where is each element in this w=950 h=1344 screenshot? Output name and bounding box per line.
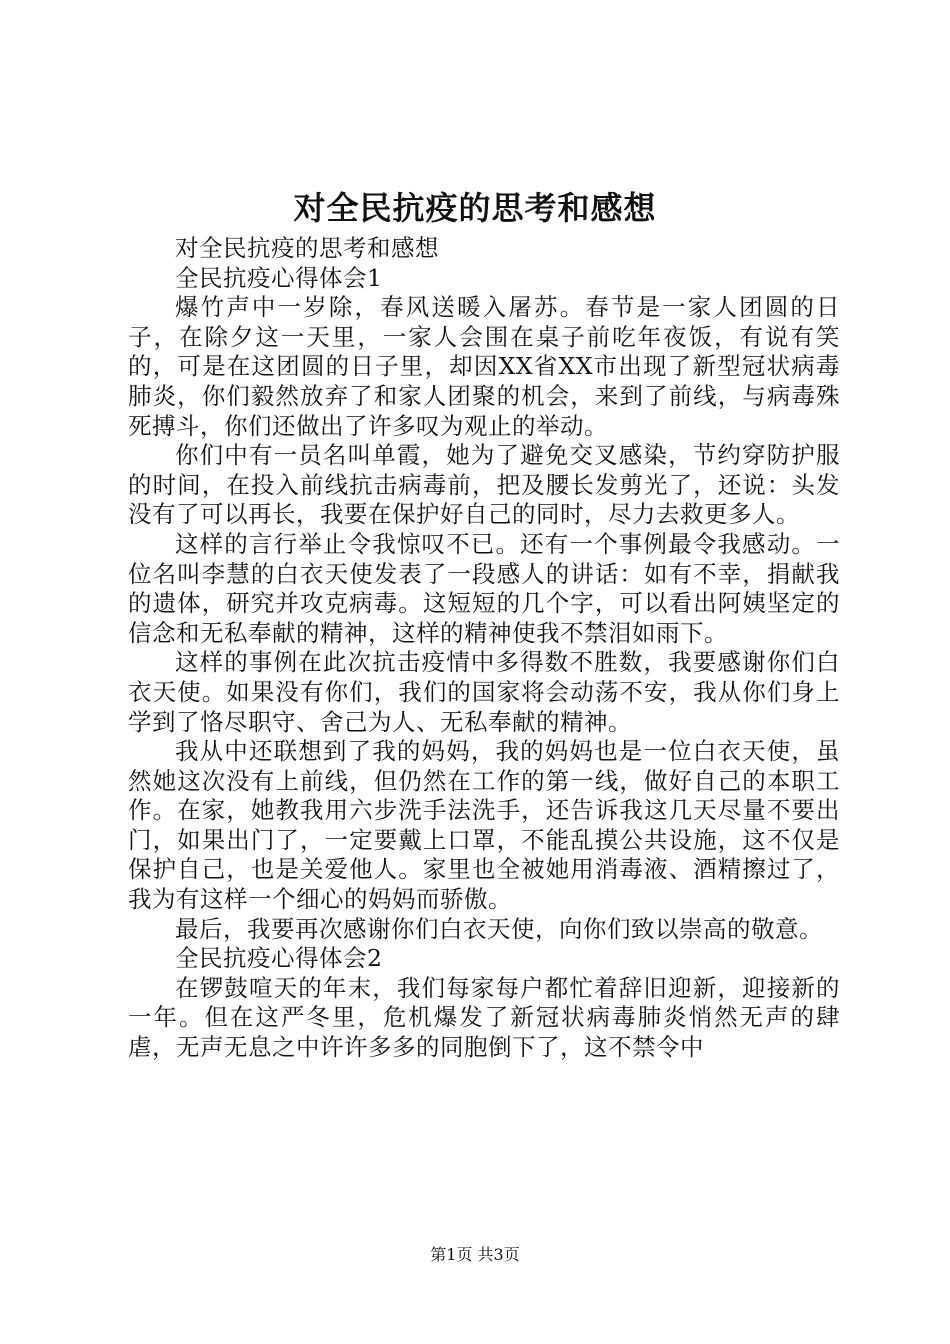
paragraph: 你们中有一员名叫单霞，她为了避免交叉感染，节约穿防护服的时间，在投入前线抗击病毒前，把及腰长发剪光了，还说：头发没有了可以再长，我要在保护好自己的同时，尽力去救更多人。 bbox=[128, 441, 840, 529]
paragraph-subtitle: 对全民抗疫的思考和感想 bbox=[175, 234, 439, 262]
section-heading-1: 全民抗疫心得体会1 bbox=[175, 263, 383, 292]
document-title: 对全民抗疫的思考和感想 bbox=[293, 189, 657, 227]
document-body bbox=[128, 234, 840, 1063]
paragraph: 在锣鼓喧天的年末，我们每家每户都忙着辞旧迎新，迎接新的一年。但在这严冬里，危机爆发了新冠状病毒肺炎悄然无声的肆虐，无声无息之中许许多多的同胞倒下了，这不禁令中 bbox=[128, 973, 840, 1062]
section-heading-2: 全民抗疫心得体会2 bbox=[175, 944, 383, 973]
paragraph: 这样的言行举止令我惊叹不已。还有一个事例最令我感动。一位名叫李慧的白衣天使发表了一段感人的讲话：如有不幸，捐献我的遗体，研究并攻克病毒。这短短的几个字，可以看出阿姨坚定的信念和无私奉献的精神，这样的精神使我不禁泪如雨下。 bbox=[128, 529, 840, 647]
paragraph: 最后，我要再次感谢你们白衣天使，向你们致以崇高的敬意。 bbox=[175, 914, 823, 943]
page-number-footer: 第1页 共3页 bbox=[430, 1245, 520, 1264]
paragraph: 我从中还联想到了我的妈妈，我的妈妈也是一位白衣天使，虽然她这次没有上前线，但仍然在工作的第一线，做好自己的本职工作。在家，她教我用六步洗手法洗手，还告诉我这几天尽量不要出门，如果出门了，一定要戴上口罩，不能乱摸公共设施，这不仅是保护自己，也是关爱他人。家里也全被她用消毒液、酒精擦过了，我为有这样一个细心的妈妈而骄傲。 bbox=[128, 737, 840, 914]
paragraph: 这样的事例在此次抗击疫情中多得数不胜数，我要感谢你们白衣天使。如果没有你们，我们的国家将会动荡不安，我从你们身上学到了恪尽职守、舍己为人、无私奉献的精神。 bbox=[128, 648, 840, 736]
paragraph: 爆竹声中一岁除，春风送暖入屠苏。春节是一家人团圆的日子，在除夕这一天里，一家人会围在桌子前吃年夜饭，有说有笑的，可是在这团圆的日子里，却因XX省XX市出现了新型冠状病毒肺炎，你们毅然放弃了和家人团聚的机会，来到了前线，与病毒殊死搏斗，你们还做出了许多叹为观止的举动。 bbox=[128, 293, 840, 440]
